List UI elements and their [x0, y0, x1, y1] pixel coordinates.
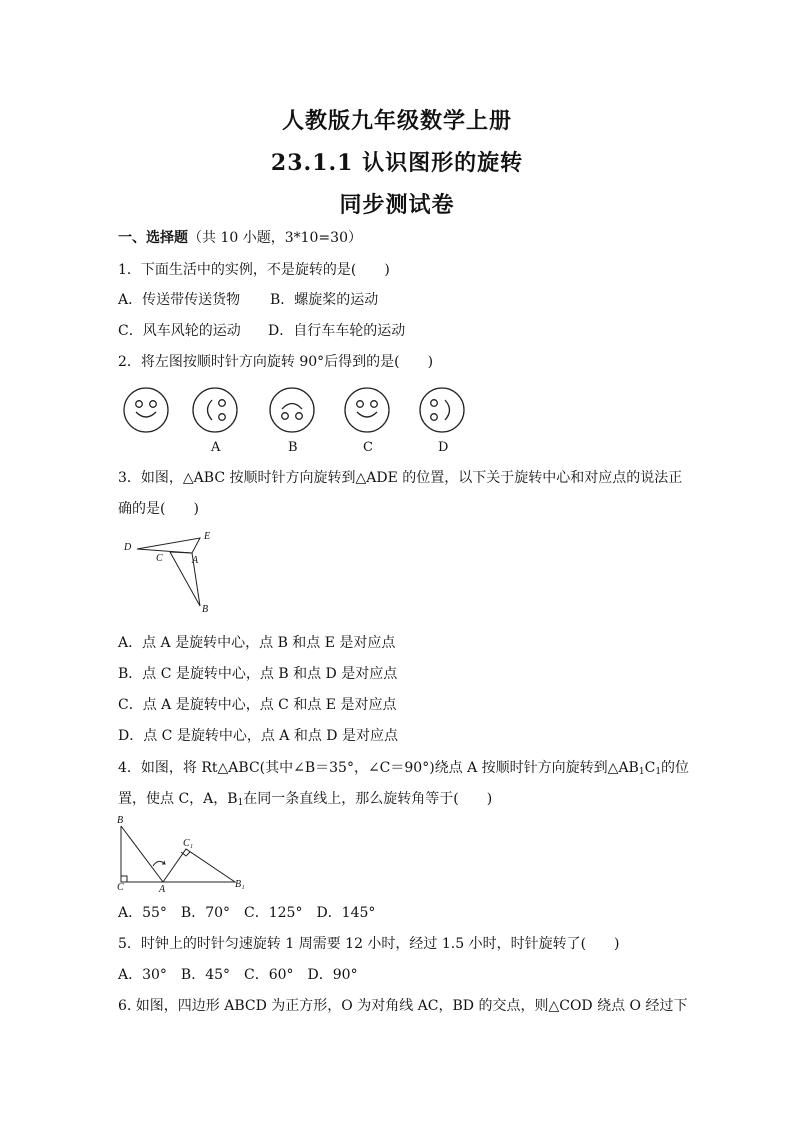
q5-options: A．30° B．45° C．60° D．90° — [118, 967, 358, 983]
q4-sub1: 1 — [638, 767, 645, 777]
q3-fig-label-c: C — [156, 553, 163, 564]
q4-fig-label-b: B — [117, 815, 124, 826]
triangle-ab1c1 — [163, 849, 235, 882]
q4-fig-label-c: C — [117, 882, 124, 893]
q6-stem: 6. 如图，四边形 ABCD 为正方形，O 为对角线 AC，BD 的交点，则△COD 绕点 O 经过下 — [118, 998, 688, 1014]
triangle-abc-right — [121, 826, 163, 882]
q3-stem-line1: 3．如图，△ABC 按顺时针方向旋转到△ADE 的位置，以下关于旋转中心和对应点的说法正 — [118, 470, 683, 486]
q2-label-c: C — [363, 440, 373, 455]
q1-option-a: A．传送带传送货物 — [118, 292, 241, 308]
q1-option-c: C．风车风轮的运动 — [118, 323, 241, 339]
section-note: （共 10 小题，3*10=30） — [188, 230, 362, 246]
q3-option-a: A．点 A 是旋转中心，点 B 和点 E 是对应点 — [118, 635, 396, 651]
q2-label-a: A — [211, 440, 221, 455]
q4-stem2-pre: 置，使点 C，A，B — [118, 791, 238, 807]
q4-sub2: 1 — [655, 767, 662, 777]
q2-label-b: B — [288, 440, 298, 455]
q3-option-d: D．点 C 是旋转中心，点 A 和点 D 是对应点 — [118, 728, 398, 744]
q4-sub3: 1 — [237, 798, 244, 808]
q4-stem1-post: 的位 — [661, 760, 690, 776]
q3-option-b: B．点 C 是旋转中心，点 B 和点 D 是对应点 — [118, 666, 398, 682]
q4-fig-label-c1: C₁ — [183, 838, 194, 849]
q3-fig-label-e: E — [204, 531, 211, 542]
q1-option-b: B．螺旋桨的运动 — [270, 292, 379, 308]
q4-stem2-post: 在同一条直线上，那么旋转角等于( ) — [243, 791, 493, 807]
q3-stem-line2: 确的是( ) — [118, 501, 199, 517]
q4-fig-label-a: A — [159, 884, 166, 895]
q1-option-d: D．自行车车轮的运动 — [268, 323, 406, 339]
q2-stem: 2．将左图按顺时针方向旋转 90°后得到的是( ) — [118, 354, 434, 370]
q4-stem1-pre: 4．如图，将 Rt△ABC(其中∠B＝35°，∠C＝90°)绕点 A 按顺时针方向旋转到△AB — [118, 760, 639, 776]
q4-fig-label-b1: B₁ — [235, 879, 245, 890]
q1-stem: 1．下面生活中的实例，不是旋转的是( ) — [118, 262, 390, 278]
title-line-3: 同步测试卷 — [339, 192, 455, 218]
q3-fig-label-b: B — [202, 604, 209, 615]
q3-fig-label-a: A — [192, 555, 199, 566]
q4-options: A．55° B．70° C．125° D．145° — [118, 905, 376, 921]
q4-stem1-mid: C — [644, 760, 656, 776]
q2-label-d: D — [438, 440, 449, 455]
title-line-2: 23.1.1 认识图形的旋转 — [270, 150, 524, 176]
q3-fig-label-d: D — [124, 542, 132, 553]
q3-option-c: C．点 A 是旋转中心，点 C 和点 E 是对应点 — [118, 697, 397, 713]
section-name: 一、选择题 — [118, 230, 188, 246]
title-line-1: 人教版九年级数学上册 — [281, 108, 512, 134]
q5-stem: 5．时钟上的时针匀速旋转 1 周需要 12 小时，经过 1.5 小时，时针旋转了( ) — [118, 936, 620, 952]
